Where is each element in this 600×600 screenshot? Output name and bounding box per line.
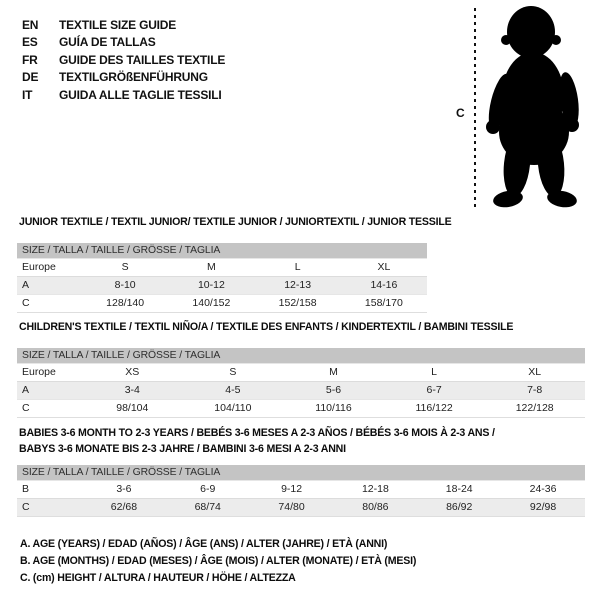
size-cell: 80/86 <box>362 501 389 513</box>
size-cell: 62/68 <box>110 501 138 513</box>
size-cell: L <box>431 366 437 378</box>
size-cell: L <box>294 261 301 273</box>
size-cell: 3-6 <box>116 483 132 495</box>
language-code: EN <box>22 18 39 32</box>
size-cell: M <box>207 261 216 273</box>
guide-title: GUIDE DES TAILLES TEXTILE <box>59 52 226 67</box>
table-row <box>17 276 427 294</box>
size-cell: 140/152 <box>192 297 231 309</box>
size-cell: 104/110 <box>214 402 252 414</box>
table-row <box>17 363 585 381</box>
size-cell: 7-8 <box>527 384 543 396</box>
size-cell: XL <box>528 366 542 378</box>
size-cell: XL <box>377 261 391 273</box>
table-row <box>17 399 585 417</box>
language-title-list <box>22 17 225 104</box>
size-cell: 6-7 <box>426 384 442 396</box>
size-cell: 98/104 <box>116 402 149 414</box>
size-cell: 6-9 <box>200 483 216 495</box>
row-label: Europe <box>22 261 56 273</box>
language-row <box>22 17 225 34</box>
size-cell: 92/98 <box>529 501 557 513</box>
size-cell: 122/128 <box>515 402 554 414</box>
table-row <box>17 480 585 498</box>
language-row <box>22 52 225 69</box>
junior-section-title: JUNIOR TEXTILE / TEXTIL JUNIOR/ TEXTILE JUNIOR / JUNIORTEXTIL / JUNIOR TESSILE <box>19 216 452 228</box>
row-label: C <box>22 297 30 309</box>
size-cell: 68/74 <box>194 501 221 513</box>
language-code: FR <box>22 52 38 67</box>
size-header-bar: SIZE / TALLA / TAILLE / GRÖSSE / TAGLIA <box>17 348 585 363</box>
language-code: IT <box>22 87 33 102</box>
size-cell: 116/122 <box>415 402 453 414</box>
size-cell: 4-5 <box>225 384 241 396</box>
size-cell: 110/116 <box>315 402 352 414</box>
size-cell: 12-18 <box>361 483 389 495</box>
size-cell: 24-36 <box>529 483 557 495</box>
height-measure-label: C <box>456 106 465 120</box>
language-code: ES <box>22 35 38 50</box>
guide-title: GUIDA ALLE TAGLIE TESSILI <box>59 87 222 102</box>
babies-title-line1: BABIES 3-6 MONTH TO 2-3 YEARS / BEBÉS 3-6 MESES A 2-3 AÑOS / BÉBÉS 3-6 MOIS À 2-3 ANS / <box>19 427 495 439</box>
size-cell: M <box>329 366 338 378</box>
language-code: DE <box>22 70 39 85</box>
size-cell: 158/170 <box>364 297 403 309</box>
baby-silhouette-icon <box>481 4 593 210</box>
size-cell: 18-24 <box>445 483 473 495</box>
size-cell: 86/92 <box>446 501 473 513</box>
size-cell: 5-6 <box>325 384 342 396</box>
size-cell: 12-13 <box>284 279 312 291</box>
row-label: C <box>22 501 30 513</box>
language-row <box>22 87 225 104</box>
size-header-bar: SIZE / TALLA / TAILLE / GRÖSSE / TAGLIA <box>17 465 585 480</box>
row-label: A <box>22 279 30 291</box>
size-cell: S <box>121 261 129 273</box>
table-row <box>17 258 427 276</box>
guide-title: TEXTILE SIZE GUIDE <box>59 18 177 32</box>
table-row <box>17 381 585 399</box>
size-header-bar: SIZE / TALLA / TAILLE / GRÖSSE / TAGLIA <box>17 243 427 258</box>
babies-size-table <box>17 465 585 517</box>
table-row <box>17 498 585 516</box>
babies-section-title <box>19 425 495 457</box>
table-row <box>17 294 427 312</box>
size-cell: 128/140 <box>106 297 145 309</box>
children-size-table <box>17 348 585 418</box>
language-row <box>22 69 225 86</box>
row-label: A <box>22 384 30 396</box>
language-row <box>22 34 225 51</box>
size-cell: 3-4 <box>124 384 140 396</box>
size-cell: 9-12 <box>281 483 303 495</box>
size-cell: 14-16 <box>370 279 398 291</box>
legend-note-a: A. AGE (YEARS) / EDAD (AÑOS) / ÂGE (ANS) / ALTER (JAHRE) / ETÀ (ANNI) <box>20 538 388 550</box>
size-cell: 74/80 <box>278 501 305 513</box>
size-cell: 8-10 <box>114 279 136 291</box>
legend-notes <box>20 536 416 587</box>
height-measure-dashed-line <box>474 8 476 209</box>
row-label: C <box>22 402 30 414</box>
babies-title-line2: BABYS 3-6 MONATE BIS 2-3 JAHRE / BAMBINI 3-6 MESI A 2-3 ANNI <box>19 443 346 455</box>
size-cell: S <box>229 366 237 378</box>
size-cell: XS <box>125 366 140 378</box>
row-label: B <box>22 483 30 495</box>
guide-title: TEXTILGRÖßENFÜHRUNG <box>59 70 208 85</box>
legend-note-b: B. AGE (MONTHS) / EDAD (MESES) / ÂGE (MOIS) / ALTER (MONATE) / ETÀ (MESI) <box>20 555 417 567</box>
children-section-title: CHILDREN'S TEXTILE / TEXTIL NIÑO/A / TEXTILE DES ENFANTS / KINDERTEXTIL / BAMBINI TESSILE <box>19 321 514 333</box>
size-cell: 10-12 <box>197 279 225 291</box>
junior-size-table <box>17 243 427 313</box>
guide-title: GUÍA DE TALLAS <box>59 35 156 50</box>
size-cell: 152/158 <box>278 297 317 309</box>
legend-note-c: C. (cm) HEIGHT / ALTURA / HAUTEUR / HÖHE / ALTEZZA <box>20 572 296 584</box>
row-label: Europe <box>22 366 56 378</box>
